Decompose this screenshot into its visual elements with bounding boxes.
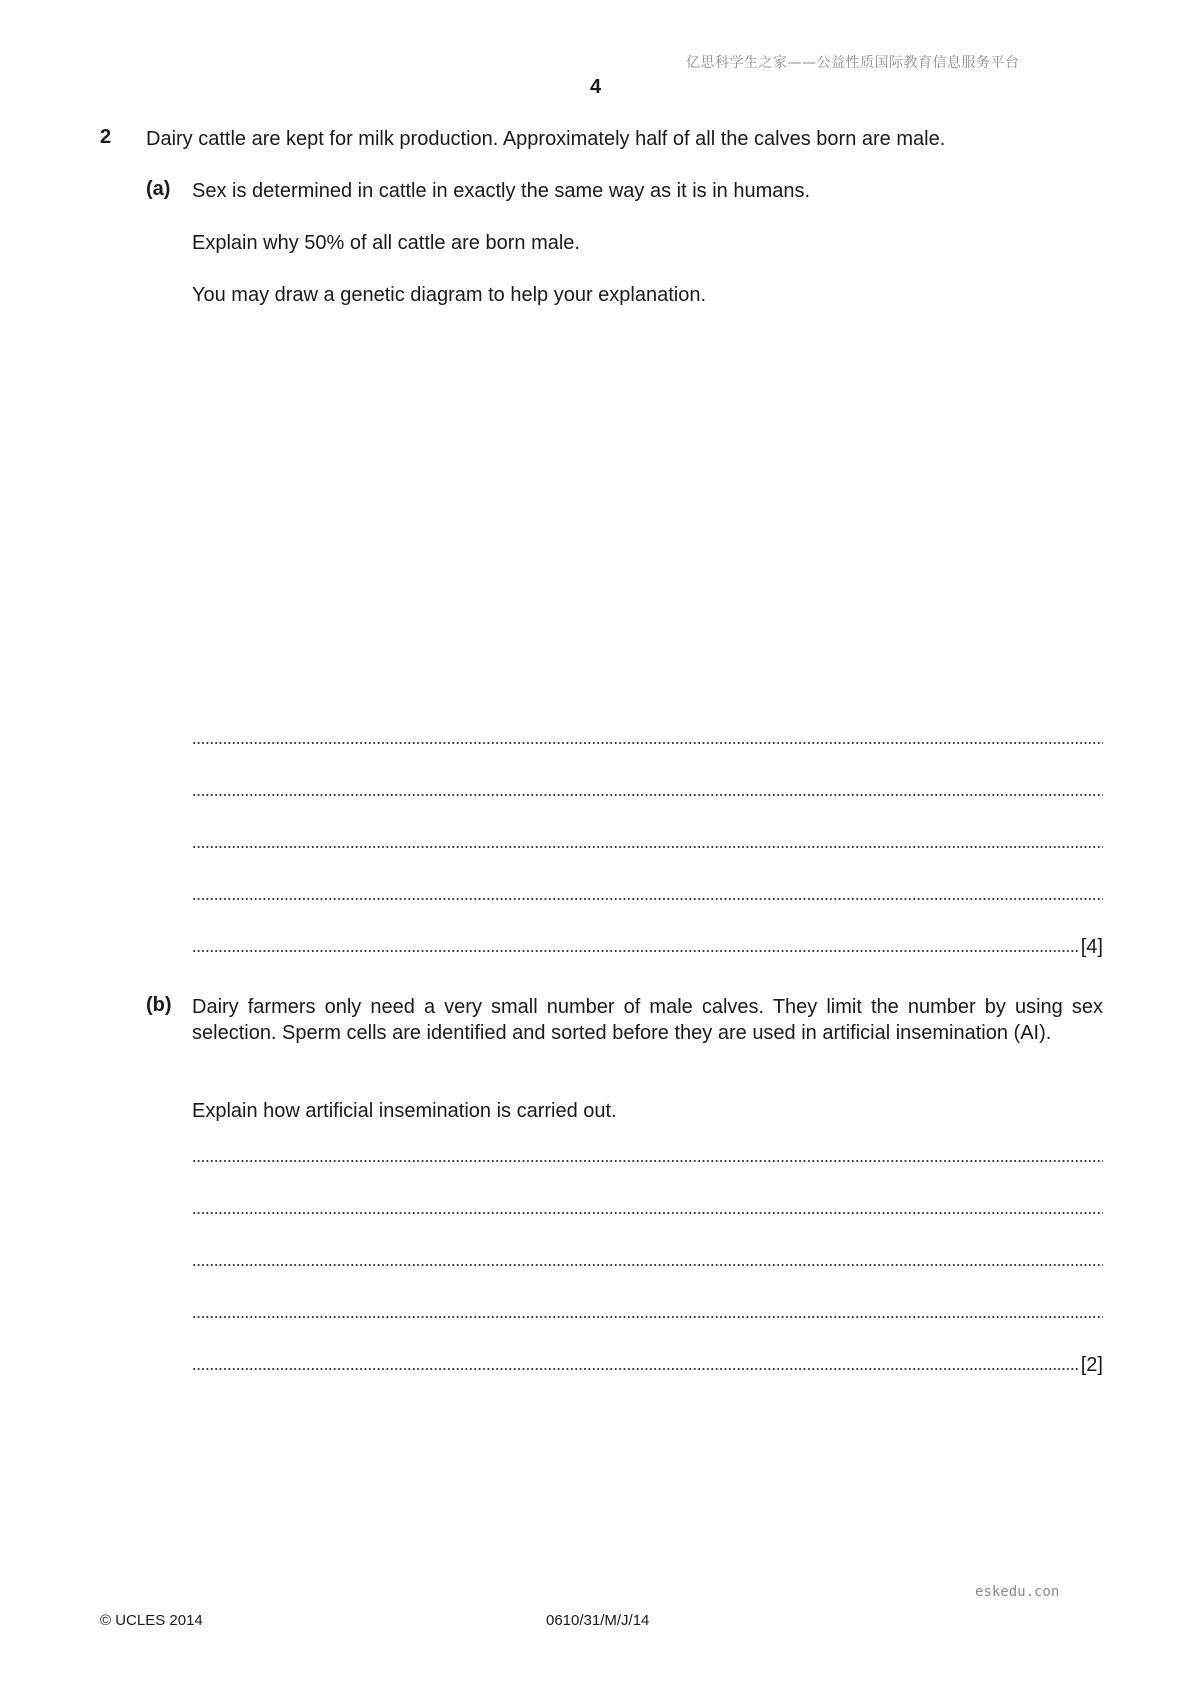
genetic-diagram-space[interactable] [192,320,1103,700]
part-a-answer-line[interactable] [192,830,1103,856]
footer-copyright: © UCLES 2014 [100,1612,203,1629]
part-a-marks: [4] [1080,936,1103,958]
top-watermark: 亿思科学生之家——公益性质国际教育信息服务平台 [686,55,1020,71]
part-a-answer-line[interactable] [192,934,1103,960]
part-a-answer-line[interactable] [192,726,1103,752]
part-b-instruction: Explain how artificial insemination is carried out. [192,1100,617,1122]
part-a-answer-line[interactable] [192,882,1103,908]
page-number: 4 [589,76,602,98]
part-a-text-3: You may draw a genetic diagram to help your explanation. [192,284,707,306]
part-b-label: (b) [146,994,172,1016]
footer-paper-code: 0610/31/M/J/14 [546,1612,650,1629]
part-b-answer-line[interactable] [192,1300,1103,1326]
part-b-marks: [2] [1080,1354,1103,1376]
part-b-answer-line[interactable] [192,1248,1103,1274]
part-b-answer-line[interactable] [192,1196,1103,1222]
part-b-answer-line[interactable] [192,1144,1103,1170]
part-b-answer-line[interactable] [192,1352,1103,1378]
part-a-text-2: Explain why 50% of all cattle are born male. [192,232,580,254]
part-a-text-1: Sex is determined in cattle in exactly the same way as it is in humans. [192,180,811,202]
part-a-label: (a) [146,178,171,200]
part-a-answer-line[interactable] [192,778,1103,804]
part-b-paragraph: Dairy farmers only need a very small number of male calves. They limit the number by using sex selection. Sperm cells are identified and sorted before they are used in artificial insemination (AI). [192,996,1103,1044]
question-stem: Dairy cattle are kept for milk production. Approximately half of all the calves born are male. [146,128,946,150]
bottom-watermark: eskedu.con [975,1584,1060,1600]
question-number: 2 [100,126,112,148]
